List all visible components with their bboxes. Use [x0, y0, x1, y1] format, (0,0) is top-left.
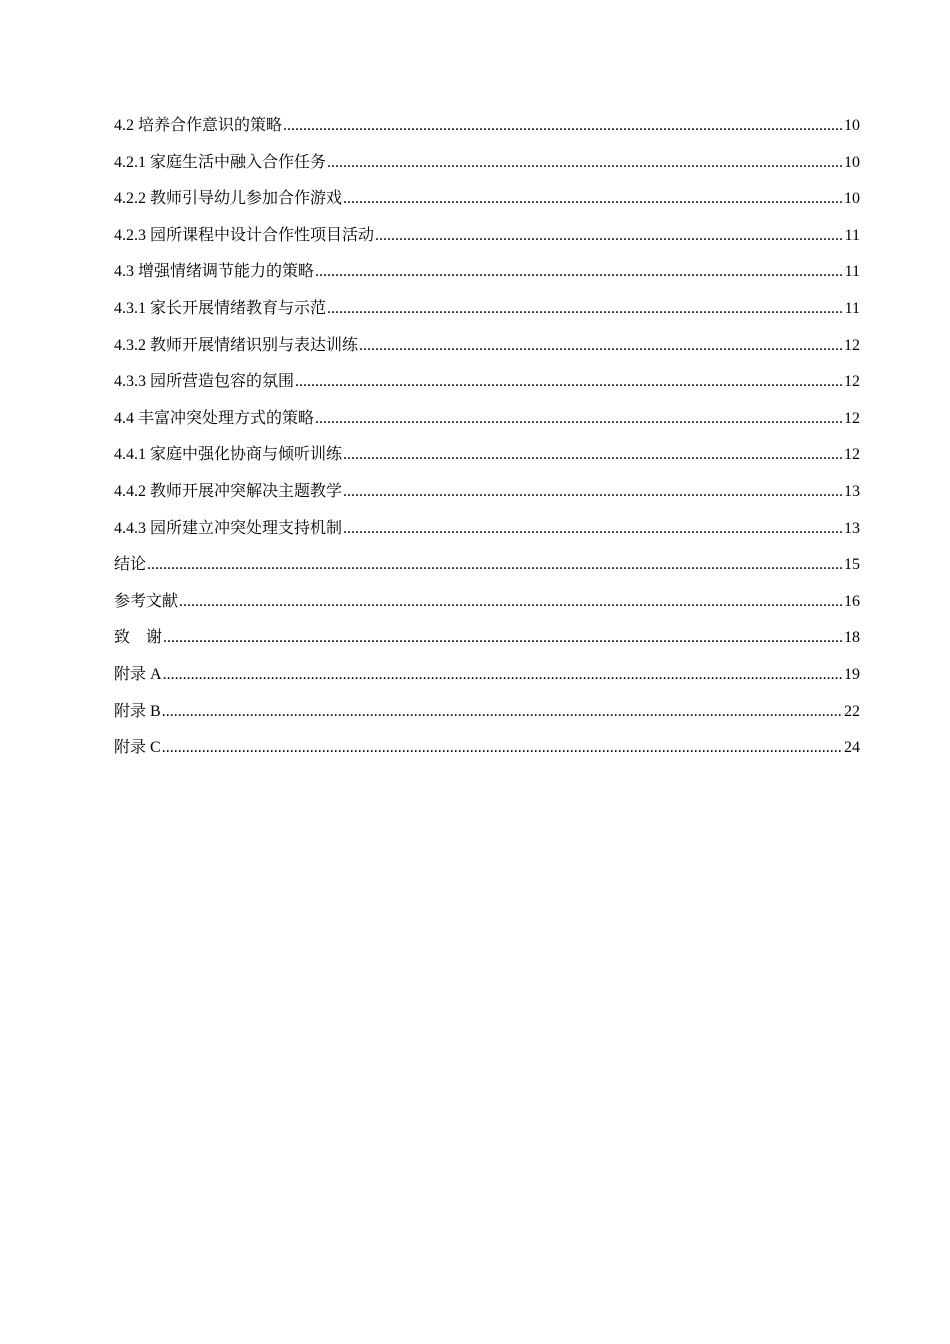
- toc-page-number: 24: [844, 739, 860, 757]
- toc-entry-label: 4.4 丰富冲突处理方式的策略: [114, 409, 315, 427]
- toc-entry-label: 附录 A: [114, 665, 162, 683]
- toc-page-number: 11: [844, 263, 860, 281]
- toc-page-number: 11: [844, 299, 860, 317]
- toc-entry-label: 附录 C: [114, 739, 161, 757]
- toc-page-number: 10: [844, 117, 860, 134]
- toc-entry-label: 4.2.2 教师引导幼儿参加合作游戏: [114, 190, 343, 208]
- toc-dot-leader: [375, 218, 844, 255]
- toc-entry-4-4[interactable]: [114, 401, 860, 438]
- toc-page-number: 22: [844, 702, 860, 720]
- toc-entry-4-3[interactable]: [114, 254, 860, 291]
- toc-entry-label: 4.2.3 园所课程中设计合作性项目活动: [114, 226, 375, 244]
- toc-entry-label: 结论: [114, 556, 147, 574]
- toc-page-number: 16: [844, 592, 860, 610]
- toc-entry-label: 致 谢: [114, 629, 163, 647]
- toc-dot-leader: [315, 401, 843, 438]
- toc-dot-leader: [343, 474, 843, 511]
- toc-entry-label: 4.4.1 家庭中强化协商与倾听训练: [114, 446, 343, 464]
- toc-entry-4-2-3[interactable]: [114, 218, 860, 255]
- toc-dot-leader: [343, 437, 843, 474]
- toc-dot-leader: [343, 181, 843, 218]
- toc-entry-4-2-2[interactable]: [114, 181, 860, 218]
- toc-entry-appendix-a[interactable]: [114, 657, 860, 694]
- toc-dot-leader: [283, 108, 843, 145]
- toc-entry-label: 4.2 培养合作意识的策略: [114, 117, 283, 134]
- toc-entry-appendix-b[interactable]: [114, 694, 860, 731]
- table-of-contents: [114, 108, 860, 767]
- toc-entry-label: 附录 B: [114, 702, 161, 720]
- toc-dot-leader: [179, 584, 843, 621]
- toc-entry-4-4-3[interactable]: [114, 511, 860, 548]
- toc-page-number: 10: [844, 153, 860, 171]
- toc-entry-4-3-3[interactable]: [114, 364, 860, 401]
- toc-page-number: 12: [844, 373, 860, 391]
- toc-entry-4-4-2[interactable]: [114, 474, 860, 511]
- toc-dot-leader: [162, 730, 843, 767]
- toc-page-number: 15: [844, 556, 860, 574]
- toc-page-number: 19: [844, 665, 860, 683]
- toc-entry-4-2-1[interactable]: [114, 145, 860, 182]
- toc-entry-label: 4.2.1 家庭生活中融入合作任务: [114, 153, 327, 171]
- toc-entry-4-3-1[interactable]: [114, 291, 860, 328]
- toc-dot-leader: [327, 145, 843, 182]
- toc-page-number: 12: [844, 409, 860, 427]
- toc-dot-leader: [162, 694, 843, 731]
- toc-entry-conclusion[interactable]: [114, 547, 860, 584]
- toc-page-number: 11: [844, 226, 860, 244]
- toc-dot-leader: [163, 657, 843, 694]
- toc-entry-label: 4.3.3 园所营造包容的氛围: [114, 373, 295, 391]
- toc-dot-leader: [163, 620, 843, 657]
- toc-entry-label: 4.3.2 教师开展情绪识别与表达训练: [114, 336, 359, 354]
- toc-entry-references[interactable]: [114, 584, 860, 621]
- toc-dot-leader: [327, 291, 844, 328]
- toc-dot-leader: [147, 547, 843, 584]
- toc-page-number: 18: [844, 629, 860, 647]
- toc-dot-leader: [343, 511, 843, 548]
- toc-dot-leader: [315, 254, 844, 291]
- toc-entry-4-4-1[interactable]: [114, 437, 860, 474]
- toc-dot-leader: [359, 328, 843, 365]
- toc-entry-label: 参考文献: [114, 592, 179, 610]
- toc-entry-acknowledgements[interactable]: [114, 620, 860, 657]
- toc-page-number: 13: [844, 519, 860, 537]
- toc-entry-label: 4.4.3 园所建立冲突处理支持机制: [114, 519, 343, 537]
- toc-entry-label: 4.3.1 家长开展情绪教育与示范: [114, 299, 327, 317]
- toc-entry-label: 4.3 增强情绪调节能力的策略: [114, 263, 315, 281]
- toc-page-number: 13: [844, 482, 860, 500]
- toc-page-number: 12: [844, 336, 860, 354]
- toc-dot-leader: [295, 364, 843, 401]
- toc-page-number: 10: [844, 190, 860, 208]
- toc-entry-4-3-2[interactable]: [114, 328, 860, 365]
- toc-entry-appendix-c[interactable]: [114, 730, 860, 767]
- toc-entry-4-2[interactable]: [114, 108, 860, 145]
- toc-entry-label: 4.4.2 教师开展冲突解决主题教学: [114, 482, 343, 500]
- toc-page-number: 12: [844, 446, 860, 464]
